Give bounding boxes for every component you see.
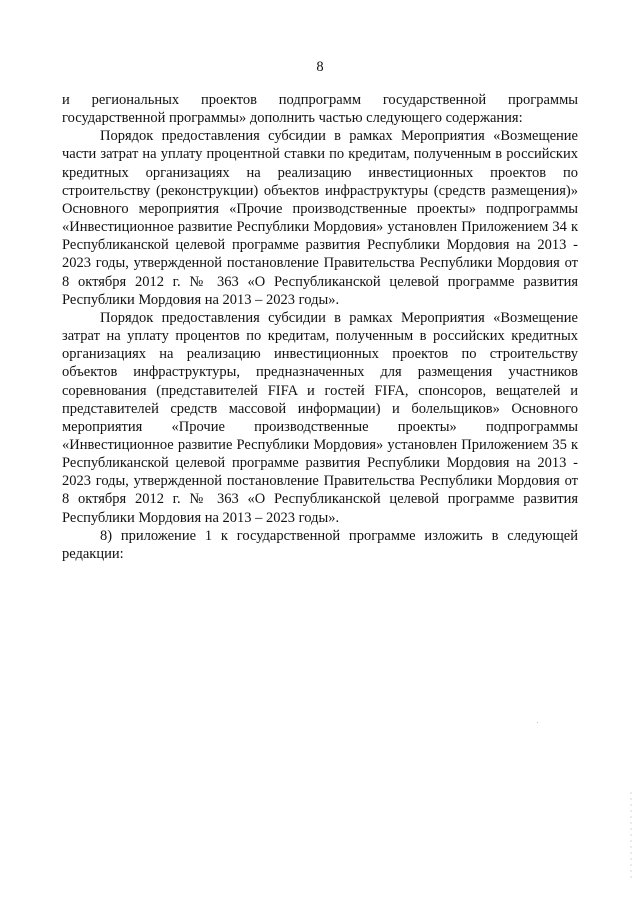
scan-speck — [537, 722, 538, 723]
paragraph-continuation: и региональных проектов подпрограмм государственной программы государственной программы» дополнить частью следующего содержания: — [62, 92, 578, 127]
page-number: 8 — [316, 59, 324, 75]
paragraph-subsidy-order-35: Порядок предоставления субсидии в рамках Мероприятия «Возмещение затрат на уплату процентов по кредитам, полученным в российских кредитных организациях на реализацию инвестиционных проектов по строительству объектов инфраструктуры, предназначенных для размещения участников соревнования (представителей FIFA и гостей FIFA, спонсоров, вещателей и представителей средств массовой информации) и болельщиков» Основного мероприятия «Прочие производственные проекты» подпрограммы «Инвестиционное развитие Республики Мордовия» установлен Приложением 35 к Республиканской целевой программе развития Республики Мордовия на 2013 - 2023 годы, утвержденной постановление Правительства Республики Мордовия от 8 октября 2012 г. № 363 «О Республиканской целевой программе развития Республики Мордовия на 2013 – 2023 годы». — [62, 309, 578, 526]
document-body — [62, 91, 578, 563]
scan-edge-marks — [630, 790, 632, 880]
paragraph-subsidy-order-34: Порядок предоставления субсидии в рамках Мероприятия «Возмещение части затрат на уплату процентной ставки по кредитам, полученным в российских кредитных организациях на реализацию инвестиционных проектов по строительству (реконструкции) объектов инфраструктуры (средств размещения)» Основного мероприятия «Прочие производственные проекты» подпрограммы «Инвестиционное развитие Республики Мордовия» установлен Приложением 34 к Республиканской целевой программе развития Республики Мордовия на 2013 - 2023 годы, утвержденной постановление Правительства Республики Мордовия от 8 октября 2012 г. № 363 «О Республиканской целевой программе развития Республики Мордовия на 2013 – 2023 годы». — [62, 128, 578, 308]
paragraph-item-8: 8) приложение 1 к государственной программе изложить в следующей редакции: — [62, 527, 578, 562]
